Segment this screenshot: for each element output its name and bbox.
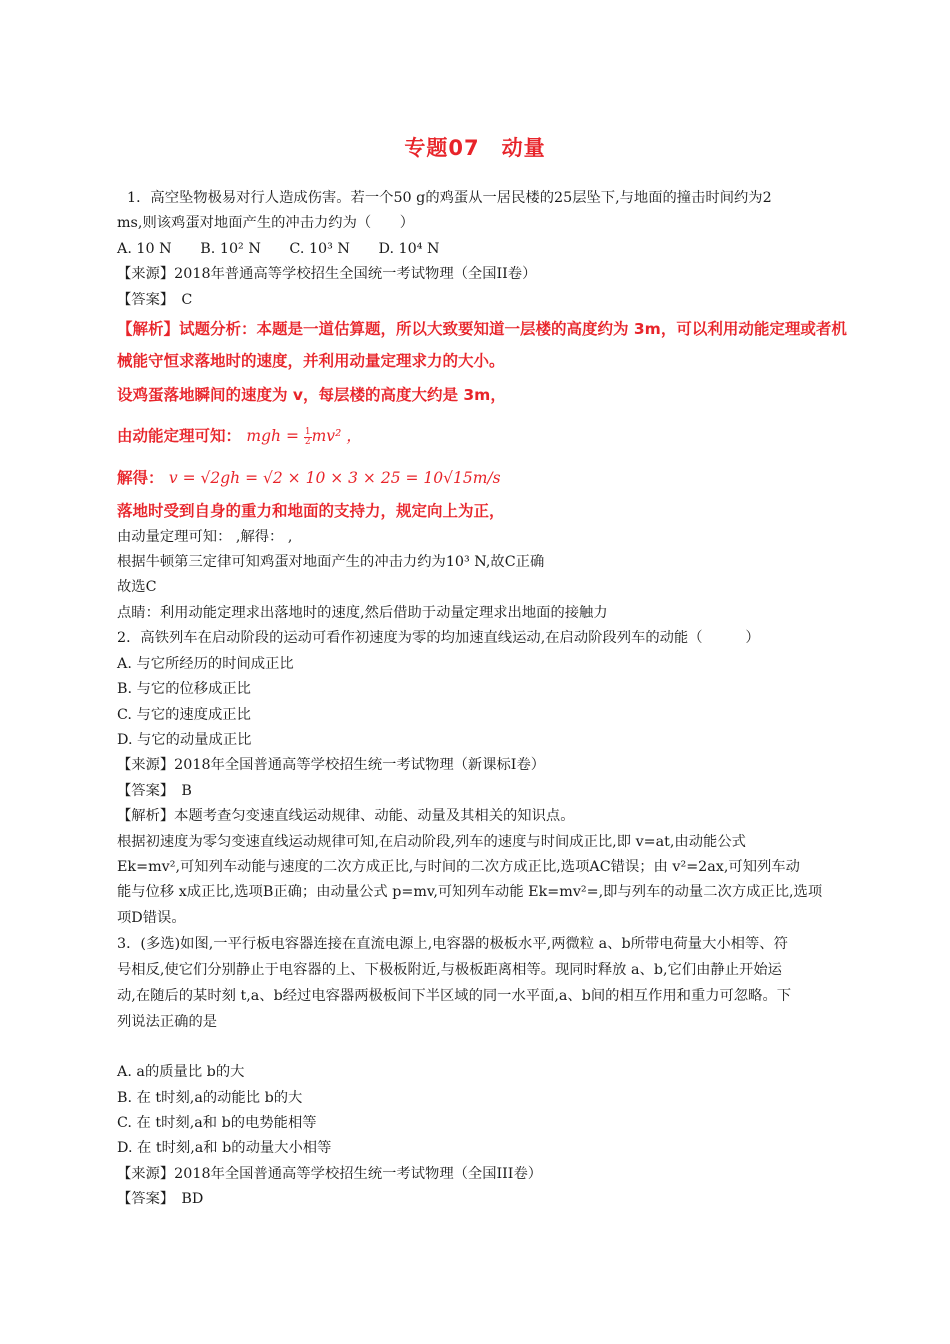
q3-stem1: 3．(多选)如图,一平行板电容器连接在直流电源上,电容器的极板水平,两微粒 a、b所带电荷量大小相等、符 — [117, 936, 788, 953]
q2-answer: 【答案】 B — [117, 782, 192, 799]
q2-source: 【来源】2018年全国普通高等学校招生统一考试物理（新课标I卷） — [117, 757, 546, 774]
q1-analysis-line5-text: 解得： — [117, 468, 164, 487]
q1-answer: 【答案】 C — [117, 291, 193, 308]
one-half-fraction: $\frac{1}{2}$ — [304, 426, 311, 447]
q2-analysis2: 根据初速度为零匀变速直线运动规律可知,在启动阶段,列车的速度与时间成正比,即 v=at,由动能公式 — [117, 833, 746, 850]
q1-source: 【来源】2018年普通高等学校招生全国统一考试物理（全国II卷） — [117, 266, 537, 283]
document-body — [117, 186, 877, 1213]
q2-analysis5: 项D错误。 — [117, 909, 186, 926]
q3-stem4: 列说法正确的是 — [117, 1014, 218, 1031]
q2-option-d: D. 与它的动量成正比 — [117, 731, 252, 748]
q1-analysis-line5 — [117, 466, 877, 491]
q3-option-c: C. 在 t时刻,a和 b的电势能相等 — [117, 1114, 317, 1131]
q1-stem-line1: 1．高空坠物极易对行人造成伤害。若一个50 g的鸡蛋从一居民楼的25层坠下,与地面的撞击时间约为2 — [127, 190, 772, 206]
q2-analysis1: 【解析】本题考查匀变速直线运动规律、动能、动量及其相关的知识点。 — [117, 808, 575, 825]
formula-lhs: mgh = — [246, 427, 304, 446]
kinetic-energy-formula — [246, 427, 361, 445]
q1-analysis-line6: 落地时受到自身的重力和地面的支持力，规定向上为正， — [117, 502, 505, 521]
formula-rhs: mv² ， — [311, 427, 362, 446]
q1-analysis-line4 — [117, 424, 877, 449]
q1-line10: 点睛：利用动能定理求出落地时的速度,然后借助于动量定理求出地面的接触力 — [117, 604, 608, 621]
q2-analysis4: 能与位移 x成正比,选项B正确；由动量公式 p=mv,可知列车动能 Ek=mv²=,即与列车的动量二次方成正比,选项 — [117, 884, 823, 901]
q1-line7: 由动量定理可知： ,解得： , — [117, 528, 293, 545]
q2-option-b: B. 与它的位移成正比 — [117, 681, 251, 698]
title-main: 动量 — [501, 136, 546, 160]
q1-analysis-line3: 设鸡蛋落地瞬间的速度为 v，每层楼的高度大约是 3m， — [117, 386, 506, 405]
q1-options: A. 10 N B. 10² N C. 10³ N D. 10⁴ N — [117, 240, 440, 257]
q3-answer: 【答案】 BD — [117, 1191, 204, 1208]
q3-option-d: D. 在 t时刻,a和 b的动量大小相等 — [117, 1140, 332, 1157]
q3-block — [117, 931, 877, 1035]
q2-option-a: A. 与它所经历的时间成正比 — [117, 655, 294, 672]
spacer — [117, 1035, 877, 1060]
page-title — [0, 132, 950, 162]
q3-option-b: B. 在 t时刻,a的动能比 b的大 — [117, 1089, 303, 1106]
q1-analysis-line4-text: 由动能定理可知： — [117, 427, 242, 446]
q1-analysis-highlight — [117, 314, 877, 525]
title-prefix: 专题07 — [404, 136, 480, 160]
q3-option-a: A. a的质量比 b的大 — [117, 1064, 245, 1081]
q1-analysis-line1: 【解析】试题分析：本题是一道估算题，所以大致要知道一层楼的高度约为 3m，可以利用动能定理或者机 — [117, 320, 847, 339]
velocity-formula: v = √2gh = √2 × 10 × 3 × 25 = 10√15m/s — [168, 468, 501, 487]
q3-source: 【来源】2018年全国普通高等学校招生统一考试物理（全国III卷） — [117, 1165, 543, 1182]
q1-analysis-line2: 械能守恒求落地时的速度，并利用动量定理求力的大小。 — [117, 352, 505, 371]
q1-line9: 故选C — [117, 579, 157, 596]
q3-stem2: 号相反,使它们分别静止于电容器的上、下极板附近,与极板距离相等。现同时释放 a、b,它们由静止开始运 — [117, 962, 782, 979]
q2-option-c: C. 与它的速度成正比 — [117, 706, 251, 723]
q3-stem3: 动,在随后的某时刻 t,a、b经过电容器两极板间下半区域的同一水平面,a、b间的相互作用和重力可忽略。下 — [117, 988, 792, 1005]
q1-line8: 根据牛顿第三定律可知鸡蛋对地面产生的冲击力约为10³ N,故C正确 — [117, 554, 545, 571]
q2-analysis3: Ek=mv²,可知列车动能与速度的二次方成正比,与时间的二次方成正比,选项AC错误；由 v²=2ax,可知列车动 — [117, 858, 800, 875]
q2-stem: 2．高铁列车在启动阶段的运动可看作初速度为零的均加速直线运动,在启动阶段列车的动能（ ） — [117, 630, 760, 647]
q1-stem-line2: ms,则该鸡蛋对地面产生的冲击力约为（ ） — [117, 215, 415, 232]
